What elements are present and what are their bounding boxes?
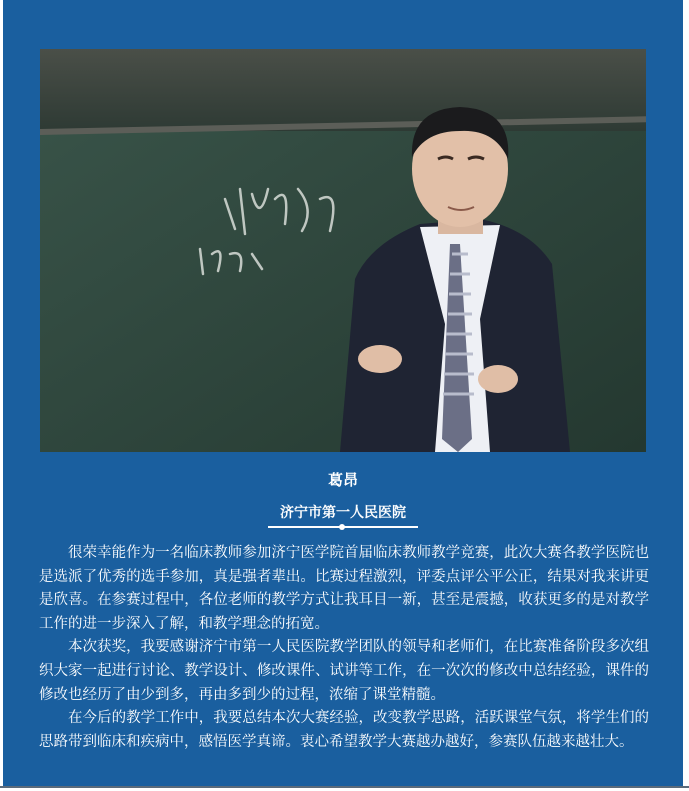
paragraph: 很荣幸能作为一名临床教师参加济宁医学院首届临床教师教学竞赛，此次大赛各教学医院也是选派了优秀的选手参加，真是强者辈出。比赛过程激烈，评委点评公平公正，结果对我来讲更是欣喜。在参赛过程中，各位老师的教学方式让我耳目一新，甚至是震撼，收获更多的是对教学工作的进一步深入了解，和教学理念的拓宽。 <box>39 545 649 632</box>
title-divider <box>268 526 418 528</box>
paragraph: 本次获奖，我要感谢济宁市第一人民医院教学团队的领导和老师们，在比赛准备阶段多次组织大家一起进行讨论、教学设计、修改课件、试讲等工作，在一次次的修改中总结经验，课件的修改也经历了由少到多，再由多到少的过程，浓缩了课堂精髓。 <box>39 639 649 703</box>
speaker-name: 葛昂 <box>327 471 358 489</box>
speaker-photo <box>40 49 646 452</box>
bottom-border <box>0 786 689 788</box>
speaker-organization: 济宁市第一人民医院 <box>280 505 406 521</box>
divider-dot <box>339 524 345 530</box>
photo-illustration <box>40 49 646 452</box>
profile-card <box>3 0 683 786</box>
testimonial-text <box>39 542 649 754</box>
paragraph: 在今后的教学工作中，我要总结本次大赛经验，改变教学思路，活跃课堂气氛，将学生们的思路带到临床和疾病中，感悟医学真谛。衷心希望教学大赛越办越好，参赛队伍越来越壮大。 <box>39 710 649 750</box>
